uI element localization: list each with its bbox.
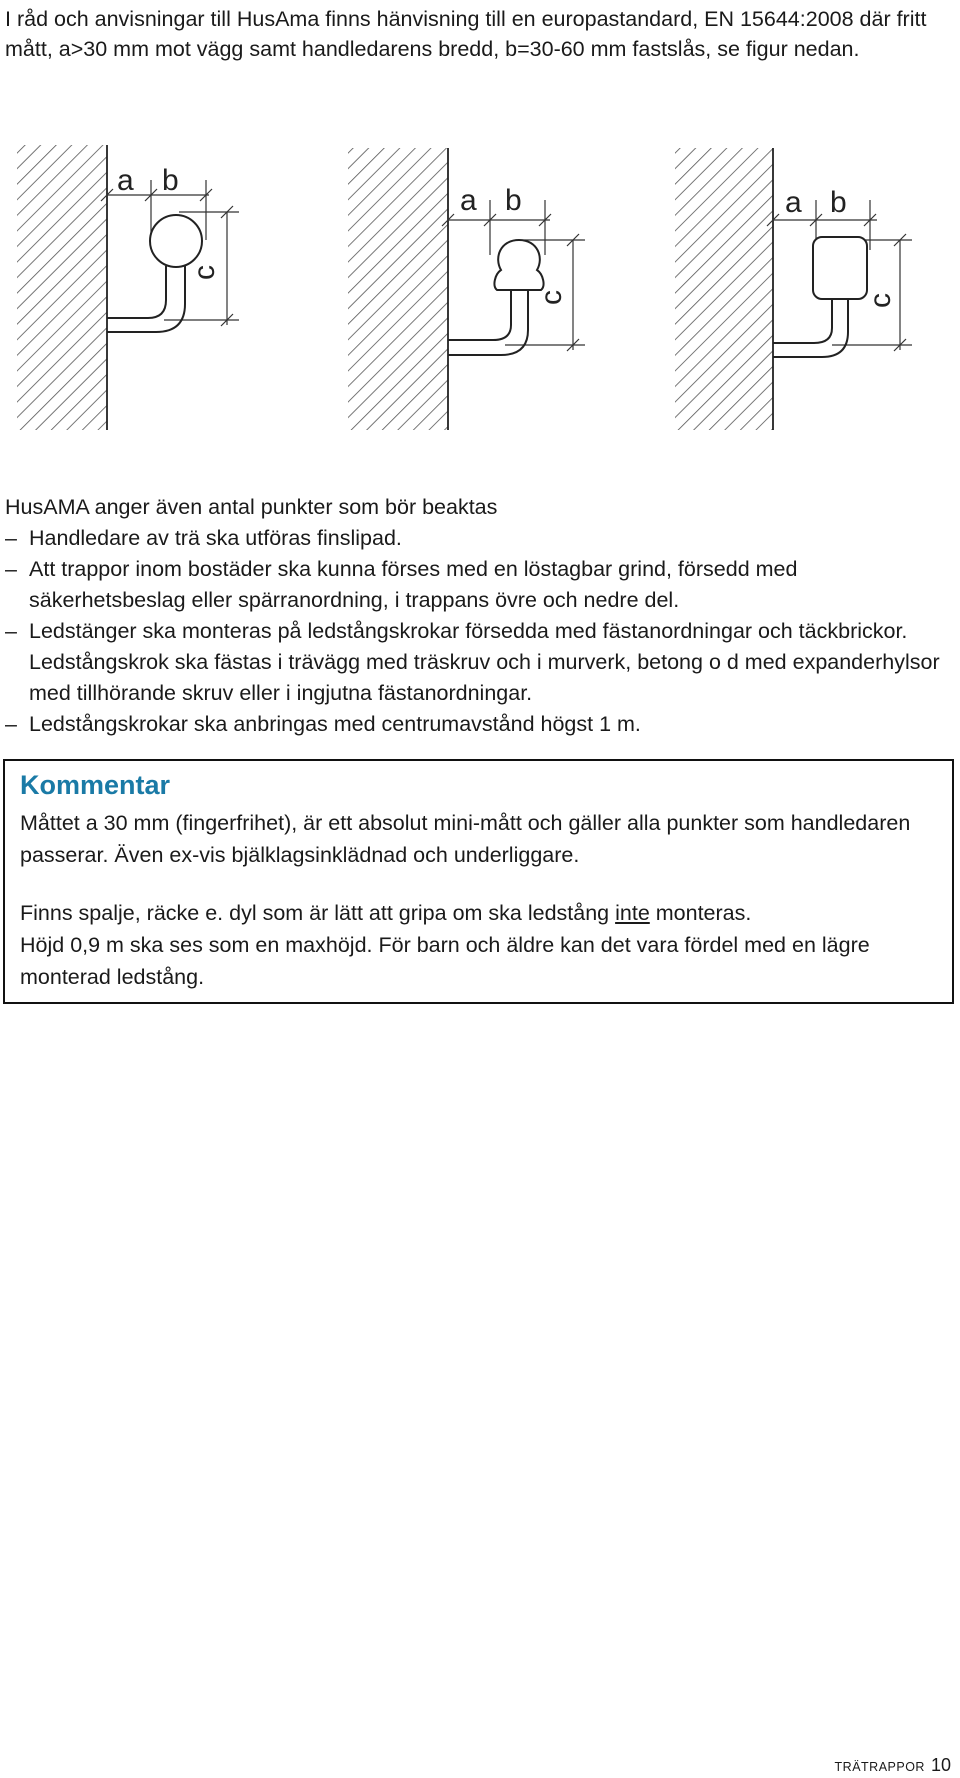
requirements-list — [5, 523, 945, 740]
requirements-section — [5, 492, 945, 740]
label-b: b — [162, 164, 179, 197]
handrail-figure-rectangular — [672, 140, 932, 440]
label-a: a — [785, 186, 802, 219]
label-a: a — [460, 184, 477, 217]
hook-and-rail — [448, 240, 544, 355]
label-c: c — [188, 265, 221, 280]
handrail-figure-profiled — [345, 140, 605, 440]
comment-heading: Kommentar — [20, 770, 171, 800]
wall-hatch — [675, 148, 773, 430]
hook-and-rail — [773, 237, 867, 357]
intro-paragraph: I råd och anvisningar till HusAma finns hänvisning till en europastandard, EN 15644:2008 där fritt mått, a>30 mm mot vägg samt handledarens bredd, b=30-60 mm fastslås, se figur nedan. — [5, 7, 927, 61]
comment-paragraph: Höjd 0,9 m ska ses som en maxhöjd. För barn och äldre kan det vara fördel med en lägre monterad ledstång. — [20, 933, 870, 989]
handrail-figures — [0, 140, 960, 460]
wall-hatch — [17, 145, 107, 430]
label-c: c — [864, 293, 897, 308]
footer-label: TRÄTRAPPOR — [834, 1760, 925, 1774]
label-b: b — [830, 186, 847, 219]
list-item: – Handledare av trä ska utföras finslipad. — [5, 526, 402, 550]
handrail-figure-round — [14, 140, 274, 440]
list-item: – Ledstångskrokar ska anbringas med centrumavstånd högst 1 m. — [5, 712, 641, 736]
list-item: – Ledstänger ska monteras på ledstångskrokar försedda med fästanordningar och täckbrickor. Ledstångskrok ska fästas i trävägg med träskruv och i murverk, betong o d med expanderhylsor med tillhörande skruv eller i ingjutna fästanordningar. — [5, 619, 940, 705]
label-b: b — [505, 184, 522, 217]
underlined-word: inte — [615, 901, 650, 925]
label-a: a — [117, 164, 134, 197]
comment-paragraph: Måttet a 30 mm (fingerfrihet), är ett absolut mini-mått och gäller alla punkter som handledaren passerar. Även ex-vis bjälklagsinklädnad och underliggare. — [20, 811, 911, 867]
comment-box — [3, 759, 954, 1004]
comment-paragraph: Finns spalje, räcke e. dyl som är lätt att gripa om ska ledstång inte monteras. — [20, 901, 752, 925]
page-number: 10 — [930, 1755, 951, 1775]
requirements-lead: HusAMA anger även antal punkter som bör beaktas — [5, 495, 498, 519]
page-footer — [835, 1754, 951, 1778]
wall-hatch — [348, 148, 448, 430]
list-item: – Att trappor inom bostäder ska kunna förses med en löstagbar grind, försedd med säkerhetsbeslag eller spärranordning, i trappans övre och nedre del. — [5, 557, 798, 612]
label-c: c — [535, 290, 568, 305]
